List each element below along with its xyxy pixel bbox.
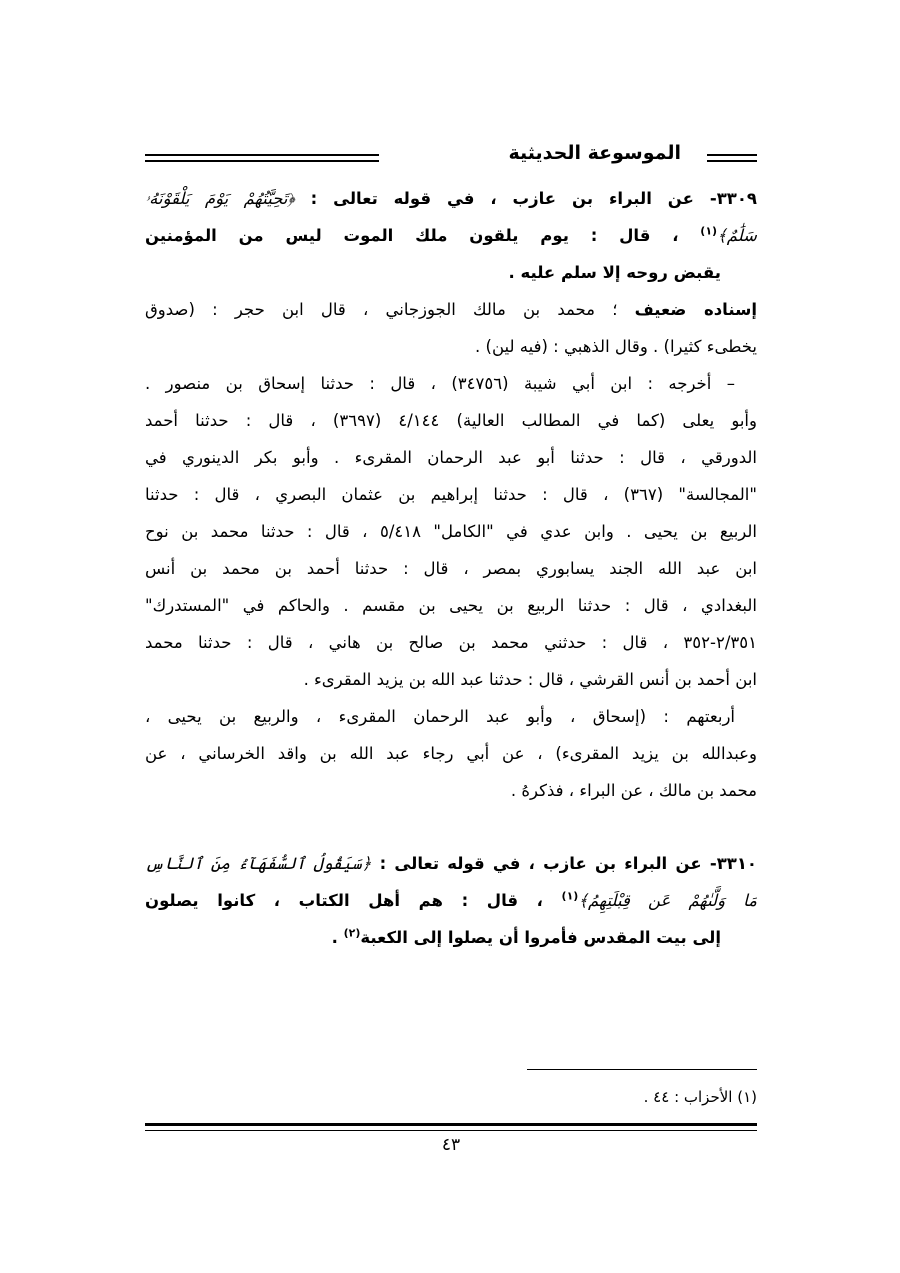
page-content: [145, 180, 757, 956]
hadith-3310-line-3: [145, 919, 757, 956]
isnad-grade: إسناده ضعيف: [634, 300, 757, 319]
takhrij-line: ابن أحمد بن أنس القرشي ، قال : حدثنا عبد الله بن يزيد المقرىء .: [303, 670, 757, 689]
isnad-text: ؛ محمد بن مالك الجوزجاني ، قال ابن حجر : (صدوق: [145, 300, 635, 319]
footnote-ref[interactable]: (١): [561, 889, 579, 903]
quran-verse-part-1: ﴿تَحِيَّتُهُمْ يَوْمَ يَلْقَوْنَهُۥ: [145, 189, 295, 208]
hadith-3310-line-2: [145, 882, 757, 919]
summary-line: محمد بن مالك ، عن البراء ، فذكرهُ .: [510, 781, 757, 800]
footnote-separator: [527, 1069, 757, 1070]
footnote-1: (١) الأحزاب : ٤٤ .: [643, 1088, 757, 1106]
page-number: ٤٣: [441, 1135, 461, 1155]
bottom-rule: [145, 1123, 757, 1131]
hadith-3310-text: ، قال : هم أهل الكتاب ، كانوا يصلون: [145, 891, 562, 910]
hadith-3310-text-end: إلى بيت المقدس فأمروا أن يصلوا إلى الكعبة: [360, 928, 721, 947]
takhrij-line: ٢/٣٥١-٣٥٢ ، قال : حدثني محمد بن صالح بن هاني ، قال : حدثنا محمد: [145, 633, 757, 652]
quran-verse-part-2: سَلَٰمٌ﴾: [717, 226, 757, 245]
hadith-3309: [145, 180, 757, 809]
summary-line: وعبدالله بن يزيد المقرىء) ، عن أبي رجاء عبد الله بن واقد الخرساني ، عن: [145, 744, 757, 763]
header-title: الموسوعة الحديثية: [501, 142, 690, 164]
hadith-3309-intro: ٣٣٠٩- عن البراء بن عازب ، في قوله تعالى :: [294, 189, 757, 208]
running-header: [145, 140, 757, 174]
footnote-ref[interactable]: (١): [700, 224, 718, 238]
hadith-3309-line-2: [145, 217, 757, 254]
hadith-3309-line-1: [145, 180, 757, 217]
header-rule-right: [707, 154, 757, 162]
header-rule-left: [145, 154, 379, 162]
hadith-3309-text: ، قال : يوم يلقون ملك الموت ليس من المؤمنين: [145, 226, 701, 245]
isnad-line-2: يخطىء كثيرا) . وقال الذهبي : (فيه لين) .: [475, 337, 757, 356]
takhrij-line: وأبو يعلى (كما في المطالب العالية) ٤/١٤٤ (٣٦٩٧) ، قال : حدثنا أحمد: [145, 411, 757, 430]
hadith-3310: [145, 845, 757, 956]
quran-verse-part-2: مَا وَلَّىٰهُمْ عَن قِبْلَتِهِمُ﴾: [578, 891, 757, 910]
summary-line: أربعتهم : (إسحاق ، وأبو عبد الرحمان المقرىء ، والربيع بن يحيى ،: [145, 707, 735, 726]
footnote-ref[interactable]: (٢): [343, 926, 361, 940]
takhrij-line: ابن عبد الله الجند يسابوري بمصر ، قال : حدثنا أحمد بن محمد بن أنس: [145, 559, 757, 578]
takhrij-line: "المجالسة" (٣٦٧) ، قال : حدثنا إبراهيم بن عثمان البصري ، قال : حدثنا: [145, 485, 757, 504]
quran-verse-part-1: ﴿سَيَقُولُ ٱلسُّفَهَآءُ مِنَ ٱلنَّاسِ: [145, 854, 372, 873]
hadith-3310-line-1: [145, 845, 757, 882]
sentence-end: .: [331, 928, 344, 947]
takhrij-line: الدورقي ، قال : حدثنا أبو عبد الرحمان المقرىء . وأبو بكر الدينوري في: [145, 448, 757, 467]
hadith-3310-intro: ٣٣١٠- عن البراء بن عازب ، في قوله تعالى :: [371, 854, 757, 873]
takhrij-line: – أخرجه : ابن أبي شيبة (٣٤٧٥٦) ، قال : حدثنا إسحاق بن منصور .: [145, 374, 735, 393]
isnad-line-1: [145, 291, 757, 328]
takhrij-line: البغدادي ، قال : حدثنا الربيع بن يحيى بن مقسم . والحاكم في "المستدرك": [145, 596, 757, 615]
takhrij-line: الربيع بن يحيى . وابن عدي في "الكامل" ٥/٤١٨ ، قال : حدثنا محمد بن نوح: [145, 522, 757, 541]
section-gap: [145, 809, 757, 845]
hadith-3309-line-3: يقبض روحه إلا سلم عليه .: [508, 263, 721, 282]
book-page: [145, 130, 757, 1170]
